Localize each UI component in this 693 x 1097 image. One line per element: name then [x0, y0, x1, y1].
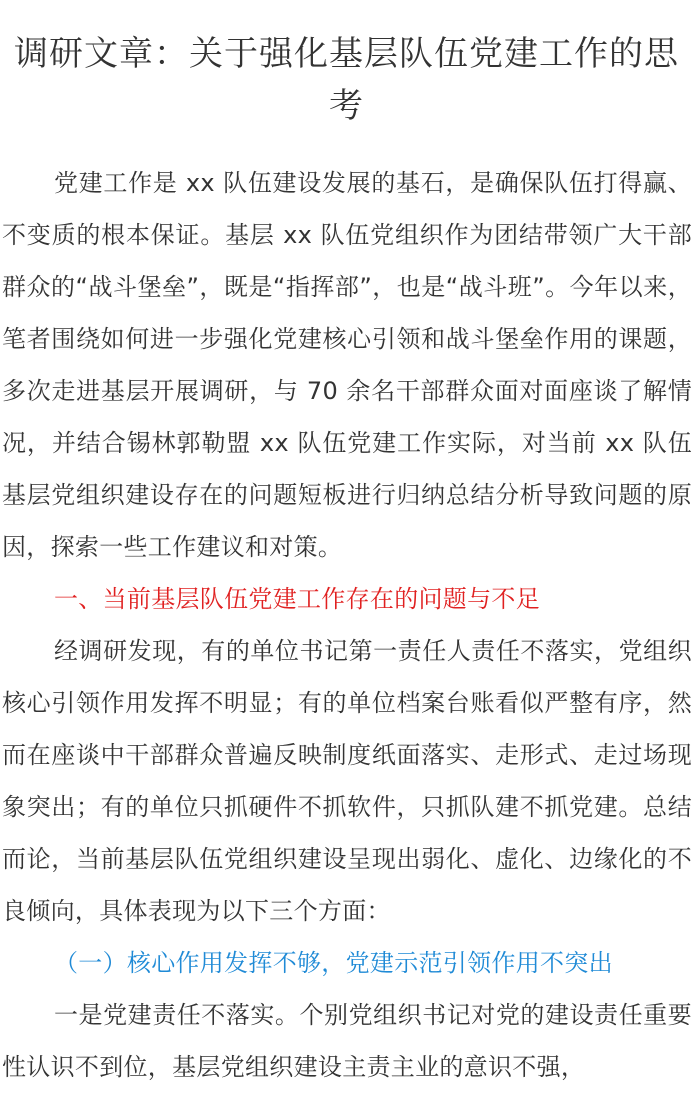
article-body [2, 157, 692, 1093]
subsection-heading-1: （一）核心作用发挥不够，党建示范引领作用不突出 [54, 949, 613, 977]
findings-paragraph: 经调研发现，有的单位书记第一责任人责任不落实，党组织核心引领作用发挥不明显；有的单位档案台账看似严整有序，然而在座谈中干部群众普遍反映制度纸面落实、走形式、走过场现象突出；有的单位只抓硬件不抓软件，只抓队建不抓党建。总结而论，当前基层队伍党组织建设呈现出弱化、虚化、边缘化的不良倾向，具体表现为以下三个方面： [2, 637, 692, 925]
responsibility-paragraph: 一是党建责任不落实。个别党组织书记对党的建设责任重要性认识不到位，基层党组织建设主责主业的意识不强， [2, 1001, 692, 1081]
article-title: 调研文章：关于强化基层队伍党建工作的思考 [14, 34, 679, 126]
intro-paragraph: 党建工作是 xx 队伍建设发展的基石，是确保队伍打得赢、不变质的根本保证。基层 xx 队伍党组织作为团结带领广大干部群众的“战斗堡垒”，既是“指挥部”，也是“战斗班”。今年以来，笔者围绕如何进一步强化党建核心引领和战斗堡垒作用的课题，多次走进基层开展调研，与 70 余名干部群众面对面座谈了解情况，并结合锡林郭勒盟 xx 队伍党建工作实际，对当前 xx 队伍基层党组织建设存在的问题短板进行归纳总结分析导致问题的原因，探索一些工作建议和对策。 [2, 169, 692, 561]
section-heading-1: 一、当前基层队伍党建工作存在的问题与不足 [54, 585, 540, 613]
